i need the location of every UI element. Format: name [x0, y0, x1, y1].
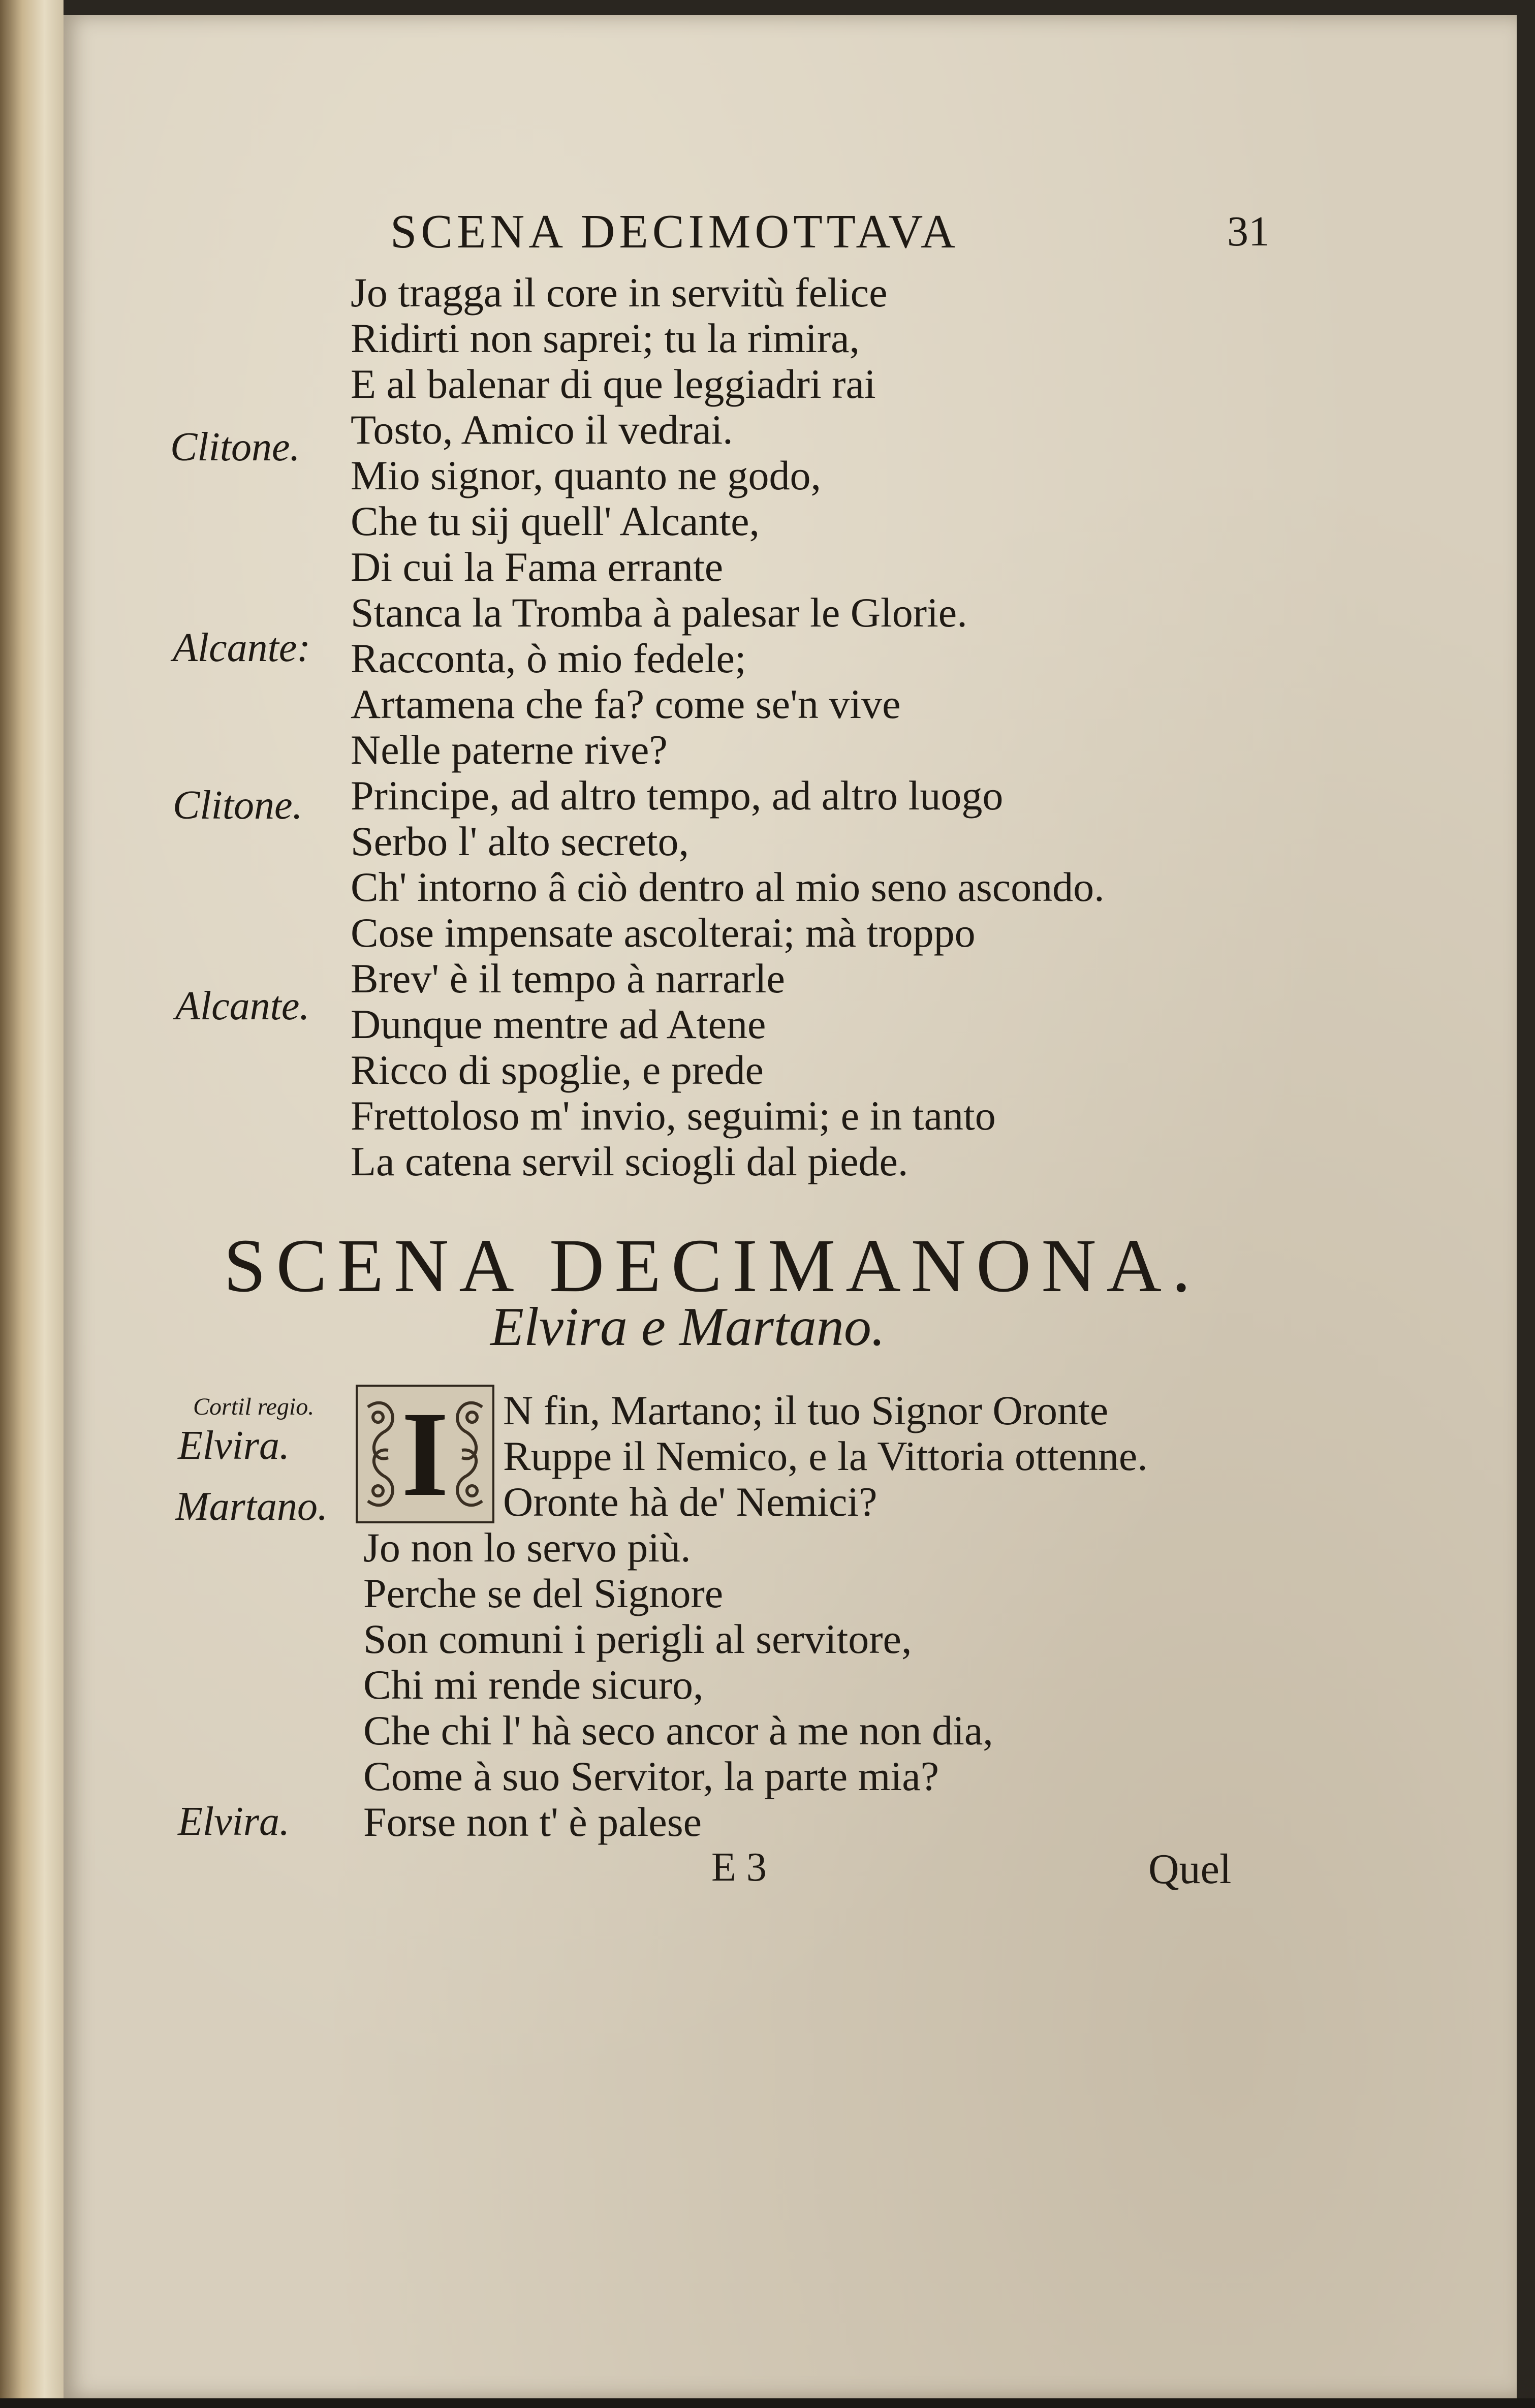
- verse-line: Come à suo Servitor, la parte mia?: [363, 1753, 939, 1799]
- verse-line: Artamena che fa? come se'n vive: [351, 681, 901, 727]
- verse-line: E al balenar di que leggiadri rai: [351, 361, 876, 407]
- page-gutter-edge: [0, 0, 64, 2408]
- verse-line: Forse non t' è palese: [363, 1799, 702, 1845]
- verse-line: N fin, Martano; il tuo Signor Oronte: [503, 1387, 1109, 1433]
- speaker-alcante: Alcante.: [175, 984, 310, 1028]
- verse-line: Stanca la Tromba à palesar le Glorie.: [351, 589, 967, 636]
- verse-line: Frettoloso m' invio, seguimi; e in tanto: [351, 1092, 996, 1139]
- verse-line: Racconta, ò mio fedele;: [351, 635, 746, 681]
- verse-line: Che chi l' hà seco ancor à me non dia,: [363, 1707, 993, 1754]
- verse-line: Brev' è il tempo à narrarle: [351, 955, 785, 1002]
- running-head: SCENA DECIMOTTAVA: [390, 205, 959, 258]
- verse-line: Mio signor, quanto ne godo,: [351, 452, 821, 498]
- verse-line: Oronte hà de' Nemici?: [503, 1479, 878, 1525]
- verse-line: Cose impensate ascolterai; mà troppo: [351, 910, 976, 956]
- stage-direction: Cortil regio.: [193, 1393, 315, 1420]
- verse-line: Dunque mentre ad Atene: [351, 1001, 766, 1047]
- speaker-elvira: Elvira.: [178, 1799, 290, 1844]
- verse-line: Jo tragga il core in servitù felice: [351, 269, 888, 316]
- initial-letter: I: [401, 1386, 449, 1521]
- verse-line: Ricco di spoglie, e prede: [351, 1047, 764, 1093]
- verse-line: Che tu sij quell' Alcante,: [351, 498, 760, 544]
- speaker-martano: Martano.: [175, 1484, 328, 1529]
- verse-line: Principe, ad altro tempo, ad altro luogo: [351, 772, 1004, 819]
- catchword: Quel: [1148, 1846, 1232, 1893]
- verse-line: Chi mi rende sicuro,: [363, 1662, 704, 1708]
- verse-line: Nelle paterne rive?: [351, 727, 668, 773]
- verse-line: Perche se del Signore: [363, 1570, 724, 1616]
- verse-line: Serbo l' alto secreto,: [351, 818, 690, 864]
- verse-line: Di cui la Fama errante: [351, 544, 724, 590]
- verse-line: Tosto, Amico il vedrai.: [351, 406, 733, 453]
- verse-line: Ridirti non saprei; tu la rimira,: [351, 315, 860, 361]
- speaker-clitone: Clitone.: [170, 425, 300, 470]
- page-number: 31: [1227, 208, 1270, 255]
- verse-line: Son comuni i perigli al servitore,: [363, 1616, 912, 1662]
- signature-mark: E 3: [711, 1845, 767, 1890]
- verse-line: Ch' intorno â ciò dentro al mio seno ascondo.: [351, 864, 1105, 910]
- scene-title: SCENA DECIMANONA.: [224, 1224, 1201, 1308]
- speaker-elvira: Elvira.: [178, 1423, 290, 1468]
- verse-line: Ruppe il Nemico, e la Vittoria ottenne.: [503, 1433, 1148, 1479]
- decorated-initial: [356, 1385, 494, 1523]
- verse-line: Jo non lo servo più.: [363, 1524, 691, 1571]
- speaker-alcante: Alcante:: [173, 626, 310, 670]
- verse-line: La catena servil sciogli dal piede.: [351, 1138, 909, 1184]
- scan-bottom-edge: [0, 2398, 1535, 2408]
- speaker-clitone: Clitone.: [173, 783, 303, 828]
- scene-persons: Elvira e Martano.: [490, 1297, 885, 1357]
